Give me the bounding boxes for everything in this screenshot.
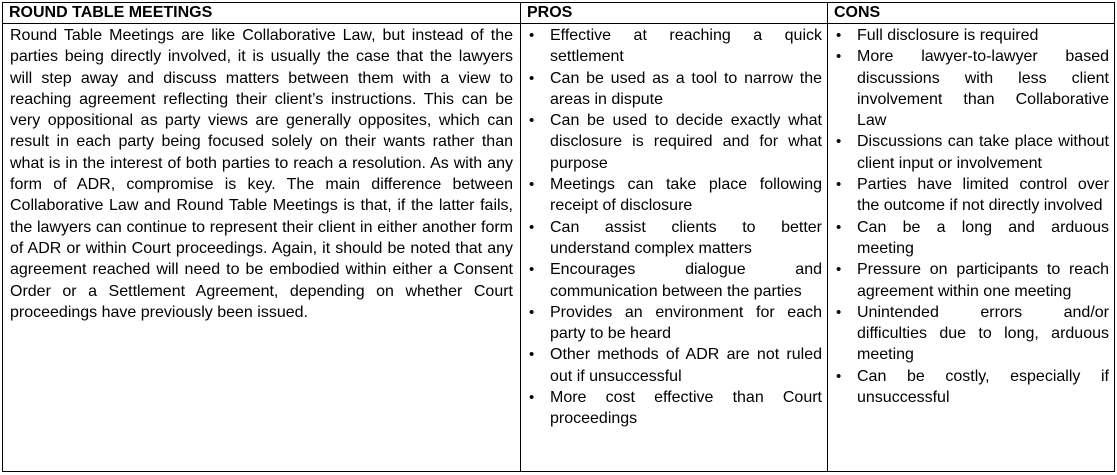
list-item: [521, 302, 822, 345]
bullet-icon: •: [529, 27, 535, 44]
description-text: Round Table Meetings are like Collaborative Law, but instead of the parties being directly involved, it is usually the case that the lawyers will step away and discuss matters between them with a view to reaching agreement reflecting their client’s instructions. This can be very oppositional as party views are generally opposites, which can result in each party being focused solely on their wants rather than what is in the interest of both parties to reach a resolution. As with any form of ADR, compromise is key. The main difference between Collaborative Law and Round Table Meetings is that, if the latter fails, the lawyers can continue to represent their client in either another form of ADR or within Court proceedings. Again, it should be noted that any agreement reached will need to be embodied within either a Consent Order or a Settlement Agreement, depending on whether Court proceedings have previously been issued.: [10, 27, 513, 321]
bullet-icon: •: [529, 346, 535, 364]
pros-cell: [521, 24, 828, 472]
cons-item-text: Unintended errors and/or difficulties due to long, arduous meeting: [857, 303, 1109, 364]
cons-cell: [828, 24, 1115, 472]
list-item: [828, 302, 1109, 366]
list-item: [521, 25, 822, 68]
bullet-icon: •: [836, 48, 842, 66]
list-item: [521, 68, 822, 111]
bullet-icon: •: [836, 176, 842, 194]
list-item: [521, 344, 822, 387]
cons-item-text: More lawyer-to-lawyer based discussions with less client involvement than Collaborative Law: [857, 48, 1109, 130]
pros-item-text: Can assist clients to better understand complex matters: [550, 218, 822, 257]
list-item: [828, 174, 1109, 217]
pros-item-text: Effective at reaching a quick settlement: [550, 27, 822, 66]
list-item: [521, 110, 822, 174]
header-cons: CONS: [828, 3, 1115, 24]
bullet-icon: •: [836, 133, 842, 151]
cons-item-text: Can be a long and arduous meeting: [857, 218, 1109, 257]
bullet-icon: •: [529, 176, 535, 194]
pros-item-text: Encourages dialogue and communication between the parties: [550, 261, 822, 300]
list-item: [828, 25, 1109, 46]
header-round-table-meetings: ROUND TABLE MEETINGS: [3, 3, 521, 24]
bullet-icon: •: [529, 112, 535, 130]
bullet-icon: •: [836, 261, 842, 279]
cons-item-text: Parties have limited control over the outcome if not directly involved: [857, 176, 1109, 215]
content-row: [3, 24, 1115, 472]
cons-item-text: Can be costly, especially if unsuccessful: [857, 367, 1109, 407]
description-cell: [3, 24, 521, 472]
bullet-icon: •: [836, 303, 842, 321]
cons-item-text: Pressure on participants to reach agreement within one meeting: [857, 261, 1109, 300]
list-item: [828, 259, 1109, 302]
bullet-icon: •: [529, 303, 535, 321]
list-item: [828, 366, 1109, 409]
list-item: [521, 174, 822, 217]
pros-item-text: More cost effective than Court proceedings: [550, 389, 822, 428]
cons-list: [828, 25, 1109, 408]
cons-item-text: Full disclosure is required: [857, 27, 1039, 44]
header-pros: PROS: [521, 3, 828, 24]
list-item: [828, 131, 1109, 174]
bullet-icon: •: [529, 218, 535, 236]
bullet-icon: •: [529, 389, 535, 407]
list-item: [521, 387, 822, 430]
list-item: [828, 46, 1109, 131]
bullet-icon: •: [836, 367, 842, 385]
pros-item-text: Provides an environment for each party to be heard: [550, 303, 822, 343]
pros-item-text: Can be used to decide exactly what disclosure is required and for what purpose: [550, 112, 822, 172]
cons-item-text: Discussions can take place without client input or involvement: [857, 133, 1109, 172]
list-item: [828, 217, 1109, 260]
list-item: [521, 259, 822, 302]
list-item: [521, 217, 822, 260]
bullet-icon: •: [529, 261, 535, 279]
bullet-icon: •: [836, 218, 842, 236]
bullet-icon: •: [529, 69, 535, 87]
pros-item-text: Can be used as a tool to narrow the areas in dispute: [550, 69, 822, 108]
pros-item-text: Other methods of ADR are not ruled out if unsuccessful: [550, 346, 822, 385]
round-table-meetings-table: [2, 2, 1115, 472]
pros-item-text: Meetings can take place following receipt of disclosure: [550, 176, 822, 215]
pros-list: [521, 25, 822, 430]
header-row: [3, 3, 1115, 24]
bullet-icon: •: [836, 27, 842, 44]
